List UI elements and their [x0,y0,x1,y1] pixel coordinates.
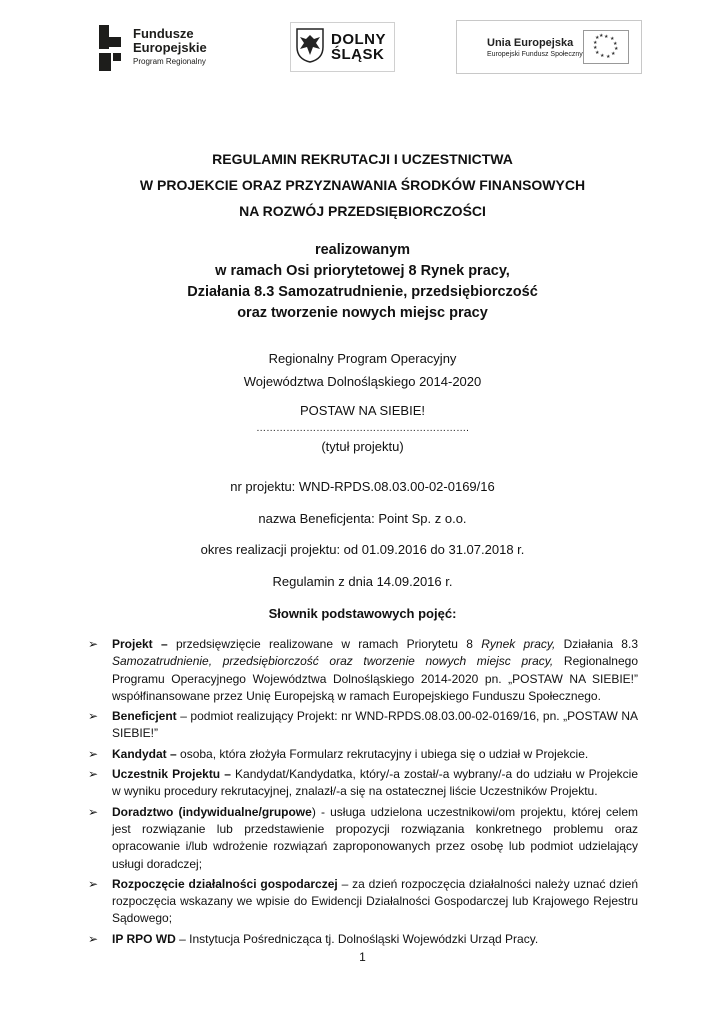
definition-text: ) - usługa udzielona uczestnikowi/om projektu, której celem jest rozwiązanie lub przedstawienie propozycji rozwiązania konkretnego problemu oraz opracowanie i/lub wdrożenie rozwiązań zaproponowanych przez osobę lub podmiot udzielający usługi doradczej; [112,804,639,871]
definition-text: – za dzień rozpoczęcia działalności należy uznać dzień rozpoczęcia wskazany we wpisie do Ewidencji Działalności Gospodarczej lub Krajowego Rejestru Sądowego; [112,876,638,926]
definition-term: Rozpoczęcie działalności gospodarczej [112,876,338,891]
subtitle-line-1: realizowanym [314,242,411,258]
svg-text:★: ★ [599,33,604,39]
program-line-1: Regionalny Program Operacyjny [268,351,457,366]
arrow-bullet-icon: ➢ [88,931,99,946]
dictionary-title: Słownik podstawowych pojęć: [268,606,457,621]
svg-text:★: ★ [610,36,615,42]
definitions-list [88,636,638,951]
list-item [88,636,638,705]
list-item [88,931,638,948]
project-caption: (tytuł projektu) [321,439,404,454]
subtitle-line-2: w ramach Osi priorytetowej 8 Rynek pracy, [215,263,510,279]
program-name [0,347,725,393]
fe-line3: Program Regionalny [133,57,206,66]
beneficiary-name: nazwa Beneficjenta: Point Sp. z o.o. [258,511,467,526]
svg-text:★: ★ [600,53,605,59]
project-number: nr projektu: WND-RPDS.08.03.00-02-0169/16 [230,479,495,494]
list-item [88,766,638,801]
arrow-bullet-icon: ➢ [88,876,99,891]
title-line-3: NA ROZWÓJ PRZEDSIĘBIORCZOŚCI [239,203,486,219]
svg-text:★: ★ [604,34,609,40]
arrow-bullet-icon: ➢ [88,746,99,761]
svg-text:★: ★ [595,50,600,56]
title-line-1: REGULAMIN REKRUTACJI I UCZESTNICTWA [212,151,513,167]
definition-text: przedsięwzięcie realizowane w ramach Priorytetu 8 [167,637,482,651]
page-number: 1 [359,950,366,964]
project-title-block [0,402,725,456]
definition-term: Beneficjent [112,709,177,724]
definition-text: Kandydat/Kandydatka, który/-a został/-a wybrany/-a do udziału w Projekcie w wyniku procedury rekrutacyjnej, znalazł/-a się na ostatecznej liście Uczestników Projektu. [112,767,639,799]
regulation-subtitle [0,240,725,324]
project-period: okres realizacji projektu: od 01.09.2016 do 31.07.2018 r. [200,542,525,557]
list-item [88,876,638,928]
list-item [88,746,638,763]
definition-text: Działania 8.3 [555,637,638,651]
arrow-bullet-icon: ➢ [88,767,99,782]
arrow-bullet-icon: ➢ [88,637,99,651]
svg-text:★: ★ [606,54,611,60]
fundusze-europejskie-logo [95,18,207,78]
regulation-title [0,146,725,224]
definition-text: Regionalnego Programu Operacyjnego Województwa Dolnośląskiego 2014-2020 pn. „POSTAW NA SIEBIE!” współfinansowane przez Unię Europejską w ramach Europejskiego Funduszu Społecznego. [112,654,638,703]
definition-term: Uczestnik Projektu – [112,767,231,782]
logo-bar [0,0,725,110]
arrow-bullet-icon: ➢ [88,804,99,819]
ds-line2: ŚLĄSK [331,46,385,63]
svg-text:★: ★ [614,46,619,52]
definition-term: Projekt – [112,637,168,651]
svg-text:★: ★ [593,40,598,46]
project-name: POSTAW NA SIEBIE! [300,403,425,418]
subtitle-line-4: oraz tworzenie nowych miejsc pracy [237,305,488,321]
definition-text: – podmiot realizujący Projekt: nr WND-RPDS.08.03.00-02-0169/16, pn. „POSTAW NA SIEBIE!” [112,709,638,741]
list-item [88,804,638,873]
definition-term: Doradztwo (indywidualne/grupowe [112,804,312,819]
fe-line2: Europejskie [133,40,207,55]
fe-star-mark-icon [95,23,125,73]
program-line-2: Województwa Dolnośląskiego 2014-2020 [243,374,482,389]
definition-text: osoba, która złożyła Formularz rekrutacyjny i ubiega się o udział w Projekcie. [176,746,589,761]
subtitle-line-3: Działania 8.3 Samozatrudnienie, przedsiębiorczość [187,284,538,300]
svg-text:★: ★ [595,35,600,41]
fe-line1: Fundusze [133,26,194,41]
dotted-line: ………………………………………………………. [256,423,469,434]
ds-line1: DOLNY [331,31,386,48]
svg-text:★: ★ [593,45,598,51]
regulation-date: Regulamin z dnia 14.09.2016 r. [272,574,453,589]
ue-line2: Europejski Fundusz Społeczny [487,50,583,58]
definition-italic: Samozatrudnienie, przedsiębiorczość oraz tworzenie nowych miejsc pracy, [112,654,554,669]
definition-term: Kandydat – [112,746,177,761]
svg-text:★: ★ [611,51,616,57]
unia-europejska-logo [456,20,642,74]
title-line-2: W PROJEKCIE ORAZ PRZYZNAWANIA ŚRODKÓW FINANSOWYCH [139,177,586,193]
arrow-bullet-icon: ➢ [88,709,99,724]
eagle-crest-icon [295,27,325,68]
eu-flag-icon [583,30,629,64]
ue-line1: Unia Europejska [487,36,574,49]
definition-text: – Instytucja Pośrednicząca tj. Dolnośląski Wojewódzki Urząd Pracy. [175,931,539,946]
dolny-slask-logo [290,22,395,72]
definition-term: IP RPO WD [112,931,176,946]
list-item [88,708,638,743]
svg-text:★: ★ [613,41,618,47]
definition-italic: Rynek pracy, [481,637,556,651]
